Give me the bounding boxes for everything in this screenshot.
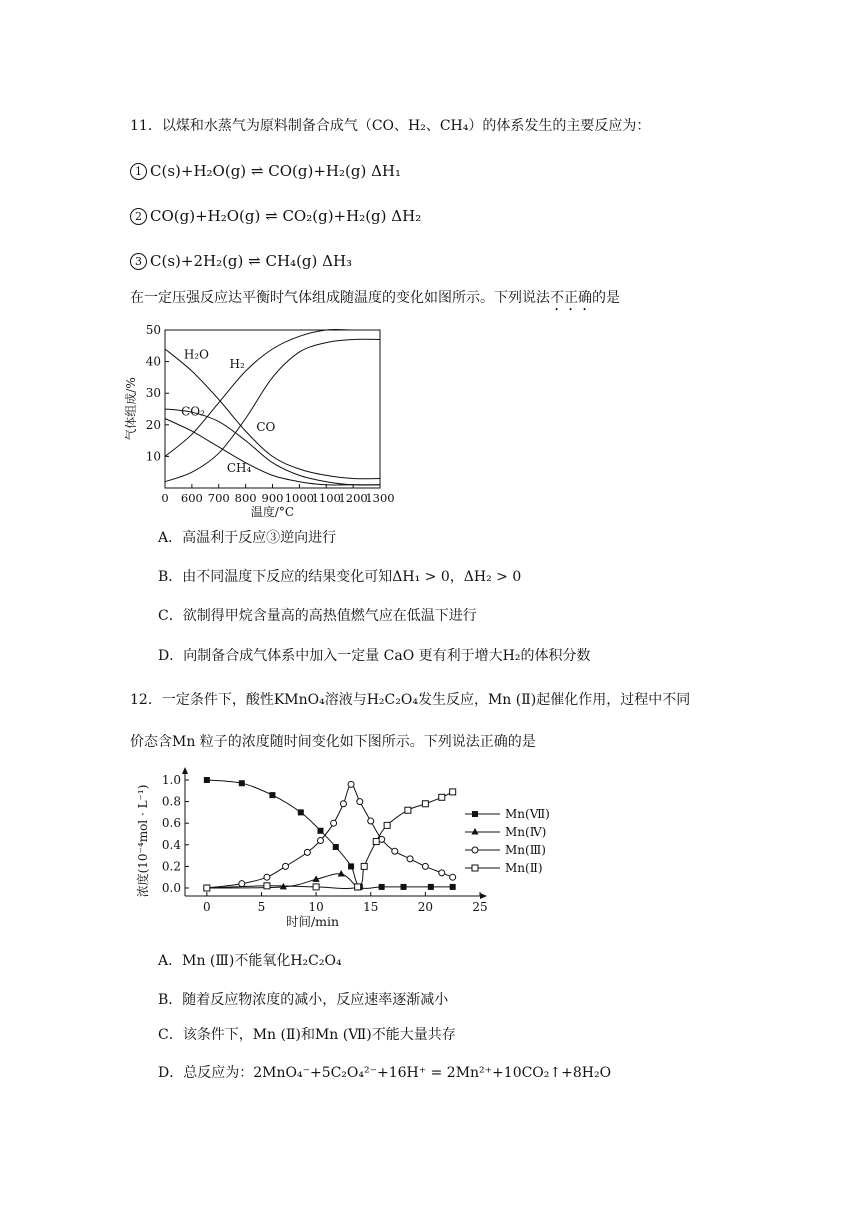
x-tick-label: 600 bbox=[180, 491, 203, 505]
data-point bbox=[450, 874, 456, 880]
data-point bbox=[333, 844, 339, 850]
data-point bbox=[472, 811, 478, 817]
data-point bbox=[264, 883, 270, 889]
data-point bbox=[450, 884, 456, 890]
circle-number: 2 bbox=[130, 208, 147, 225]
q11-stem: 11．以煤和水蒸气为原料制备合成气（CO、H₂、CH₄）的体系发生的主要反应为： bbox=[130, 118, 651, 134]
x-tick-label: 1300 bbox=[365, 491, 395, 505]
y-tick-label: 30 bbox=[145, 386, 161, 401]
data-point bbox=[472, 847, 478, 853]
mn-concentration-chart bbox=[125, 764, 555, 936]
q11-option-a: A．高温利于反应③逆向进行 bbox=[158, 530, 337, 546]
data-point bbox=[392, 848, 398, 854]
data-point bbox=[264, 874, 270, 880]
y-tick-label: 20 bbox=[145, 417, 161, 432]
series-label: H₂ bbox=[229, 356, 245, 371]
data-point bbox=[384, 822, 390, 828]
legend-label: Mn(Ⅲ) bbox=[505, 843, 546, 857]
reaction-3 bbox=[130, 251, 352, 271]
y-tick-label: 1.0 bbox=[161, 773, 181, 787]
data-point bbox=[204, 777, 210, 783]
q12-option-d: D．总反应为：2MnO₄⁻+5C₂O₄²⁻+16H⁺ = 2Mn²⁺+10CO₂↑+8H₂O bbox=[158, 1065, 612, 1081]
q12-option-b: B．随着反应物浓度的减小，反应速率逐渐减小 bbox=[158, 992, 449, 1008]
data-point bbox=[373, 839, 379, 845]
data-point bbox=[422, 863, 428, 869]
data-point bbox=[401, 884, 407, 890]
x-tick-label: 800 bbox=[234, 491, 257, 505]
data-point bbox=[422, 801, 428, 807]
data-point bbox=[313, 884, 319, 890]
q11-option-c: C．欲制得甲烷含量高的高热值燃气应在低温下进行 bbox=[158, 608, 477, 624]
reaction-2 bbox=[130, 206, 421, 226]
q12-stem-line1: 12．一定条件下，酸性KMnO₄溶液与H₂C₂O₄发生反应，Mn (Ⅱ)起催化作用，过程中不同 bbox=[130, 692, 691, 708]
series-line-Mn(Ⅶ) bbox=[207, 780, 453, 888]
q11-prompt-end: 的是 bbox=[592, 290, 620, 306]
q11-prompt-emphasis: 不正确 bbox=[550, 290, 592, 306]
y-axis-label: 气体组成/% bbox=[124, 377, 138, 441]
data-point bbox=[355, 884, 361, 890]
data-point bbox=[379, 884, 385, 890]
y-axis-label: 浓度(10⁻⁴mol · L⁻¹) bbox=[136, 784, 150, 898]
x-tick-label: 1100 bbox=[311, 491, 341, 505]
data-point bbox=[317, 837, 323, 843]
x-tick-label: 10 bbox=[308, 900, 324, 914]
data-point bbox=[204, 885, 210, 891]
x-tick-label: 700 bbox=[207, 491, 230, 505]
y-tick-label: 0.6 bbox=[161, 816, 181, 831]
q11-option-d: D．向制备合成气体系中加入一定量 CaO 更有利于增大H₂的体积分数 bbox=[158, 648, 591, 664]
x-tick-label: 0 bbox=[161, 491, 169, 505]
x-tick-label: 1200 bbox=[338, 491, 368, 505]
y-tick-label: 40 bbox=[145, 354, 161, 369]
series-label: CH₄ bbox=[226, 461, 252, 476]
data-point bbox=[338, 870, 345, 877]
data-point bbox=[283, 863, 289, 869]
data-point bbox=[331, 820, 337, 826]
y-tick-label: 10 bbox=[145, 449, 161, 464]
data-point bbox=[407, 856, 413, 862]
y-tick-label: 0.2 bbox=[161, 859, 181, 874]
q11-prompt-main: 在一定压强反应达平衡时气体组成随温度的变化如图所示。下列说法 bbox=[130, 290, 550, 306]
x-tick-label: 25 bbox=[472, 900, 488, 914]
data-point bbox=[450, 789, 456, 795]
x-axis-label: 温度/°C bbox=[250, 505, 295, 519]
data-point bbox=[368, 818, 374, 824]
series-label: H₂O bbox=[183, 347, 209, 362]
data-point bbox=[348, 863, 354, 869]
series-line-Mn(Ⅲ) bbox=[207, 784, 453, 888]
x-axis-arrow bbox=[480, 893, 487, 899]
data-point bbox=[317, 828, 323, 834]
data-point bbox=[304, 849, 310, 855]
q11-option-b: B．由不同温度下反应的结果变化可知ΔH₁ > 0，ΔH₂ > 0 bbox=[158, 569, 522, 585]
legend-label: Mn(Ⅶ) bbox=[505, 807, 550, 821]
x-axis-label: 时间/min bbox=[285, 914, 340, 929]
series-label: CO bbox=[256, 420, 276, 435]
y-tick-label: 0.0 bbox=[161, 881, 181, 895]
circle-number: 3 bbox=[130, 253, 147, 270]
q12-option-c: C．该条件下，Mn (Ⅱ)和Mn (Ⅶ)不能大量共存 bbox=[158, 1027, 456, 1043]
q12-option-a: A．Mn (Ⅲ)不能氧化H₂C₂O₄ bbox=[158, 953, 342, 969]
data-point bbox=[472, 865, 478, 871]
x-tick-label: 0 bbox=[203, 900, 211, 914]
legend-label: Mn(Ⅱ) bbox=[505, 861, 543, 875]
x-tick-label: 900 bbox=[261, 491, 284, 505]
reaction-1-text: C(s)+H₂O(g) ⇌ CO(g)+H₂(g) ΔH₁ bbox=[150, 162, 401, 180]
data-point bbox=[239, 881, 245, 887]
gas-composition-chart bbox=[118, 318, 395, 519]
data-point bbox=[361, 863, 367, 869]
data-point bbox=[340, 801, 346, 807]
y-axis-arrow bbox=[182, 767, 188, 774]
circle-number: 1 bbox=[130, 163, 147, 180]
data-point bbox=[428, 884, 434, 890]
y-tick-label: 50 bbox=[145, 323, 161, 337]
y-tick-label: 0.8 bbox=[161, 794, 181, 809]
x-tick-label: 1000 bbox=[284, 491, 315, 505]
data-point bbox=[269, 792, 275, 798]
y-tick-label: 0.4 bbox=[161, 837, 181, 852]
data-point bbox=[405, 807, 411, 813]
data-point bbox=[357, 799, 363, 805]
x-tick-label: 20 bbox=[417, 900, 434, 914]
x-tick-label: 5 bbox=[257, 900, 266, 914]
q12-stem-line2: 价态含Mn 粒子的浓度随时间变化如下图所示。下列说法正确的是 bbox=[130, 734, 536, 750]
reaction-2-text: CO(g)+H₂O(g) ⇌ CO₂(g)+H₂(g) ΔH₂ bbox=[150, 207, 422, 225]
x-tick-label: 15 bbox=[363, 900, 379, 914]
data-point bbox=[348, 781, 354, 787]
data-point bbox=[439, 870, 445, 876]
data-point bbox=[298, 809, 304, 815]
reaction-1 bbox=[130, 161, 401, 181]
legend-label: Mn(Ⅳ) bbox=[505, 825, 547, 839]
reaction-3-text: C(s)+2H₂(g) ⇌ CH₄(g) ΔH₃ bbox=[150, 252, 353, 270]
data-point bbox=[239, 780, 245, 786]
series-label: CO₂ bbox=[181, 404, 205, 419]
data-point bbox=[439, 794, 445, 800]
data-point bbox=[471, 828, 478, 835]
q11-prompt bbox=[130, 288, 620, 314]
